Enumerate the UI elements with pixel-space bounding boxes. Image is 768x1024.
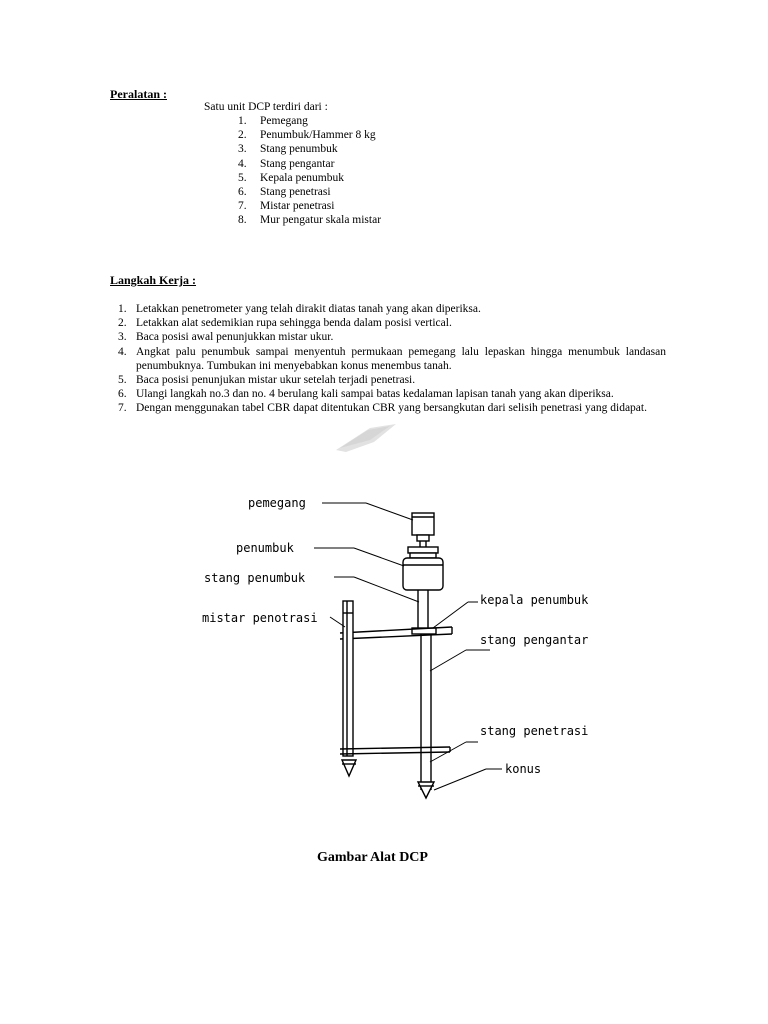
equipment-item: 2. Penumbuk/Hammer 8 kg: [238, 129, 376, 142]
equipment-item: 4. Stang pengantar: [238, 157, 335, 170]
step-item: 2. Letakkan alat sedemikian rupa sehingga benda dalam posisi vertical.: [118, 317, 452, 330]
langkah-kerja-heading: Langkah Kerja :: [110, 273, 197, 287]
label-penumbuk: penumbuk: [236, 541, 294, 555]
penumbuk-part: [403, 547, 443, 590]
peralatan-heading: Peralatan :: [110, 87, 167, 101]
label-stang-penetrasi: stang penetrasi: [480, 724, 589, 738]
equipment-list: [238, 114, 381, 228]
dcp-diagram: [190, 480, 630, 810]
label-stang-penumbuk: stang penumbuk: [204, 571, 306, 585]
equipment-item: 1. Pemegang: [238, 115, 308, 127]
main-rod: [421, 634, 431, 790]
steps-list: [108, 302, 666, 416]
label-kepala-penumbuk: kepala penumbuk: [480, 593, 589, 607]
equipment-item: 7. Mistar penetrasi: [238, 200, 335, 213]
label-stang-pengantar: stang pengantar: [480, 633, 589, 647]
step-item: 5. Baca posisi penunjukan mistar ukur setelah terjadi penetrasi.: [118, 374, 416, 387]
step-item: 3. Baca posisi awal penunjukkan mistar ukur.: [118, 331, 334, 344]
label-konus: konus: [505, 762, 542, 776]
pemegang-part: [412, 513, 434, 541]
mistar-penetrasi-part: [343, 601, 353, 756]
label-mistar-penetrasi: mistar penotrasi: [202, 611, 318, 625]
stang-penumbuk-part: [418, 590, 428, 628]
label-pemegang: pemegang: [248, 496, 306, 510]
step-item: 4. Angkat palu penumbuk sampai menyentuh permukaan pemegang lalu lepaskan hingga menumbuk landasan penumbuknya. Tumbukan ini menyebabkan konus menembus tanah.: [118, 345, 666, 372]
equipment-item: 6. Stang penetrasi: [238, 186, 331, 199]
equipment-item: 3. Stang penumbuk: [238, 143, 338, 156]
step-item: 1. Letakkan penetrometer yang telah dirakit diatas tanah yang akan diperiksa.: [118, 303, 481, 315]
figure-caption: Gambar Alat DCP: [317, 850, 428, 865]
step-item: 6. Ulangi langkah no.3 dan no. 4 berulang kali sampai batas kedalaman lapisan tanah yang akan diperiksa.: [118, 388, 614, 401]
peralatan-intro: Satu unit DCP terdiri dari :: [204, 101, 328, 113]
lower-bracket: [340, 747, 450, 754]
equipment-item: 8. Mur pengatur skala mistar: [238, 214, 382, 227]
step-item: 7. Dengan menggunakan tabel CBR dapat ditentukan CBR yang bersangkutan dari selisih penetrasi yang didapat.: [118, 402, 647, 415]
scan-smudge: [330, 420, 400, 454]
equipment-item: 5. Kepala penumbuk: [238, 171, 344, 184]
